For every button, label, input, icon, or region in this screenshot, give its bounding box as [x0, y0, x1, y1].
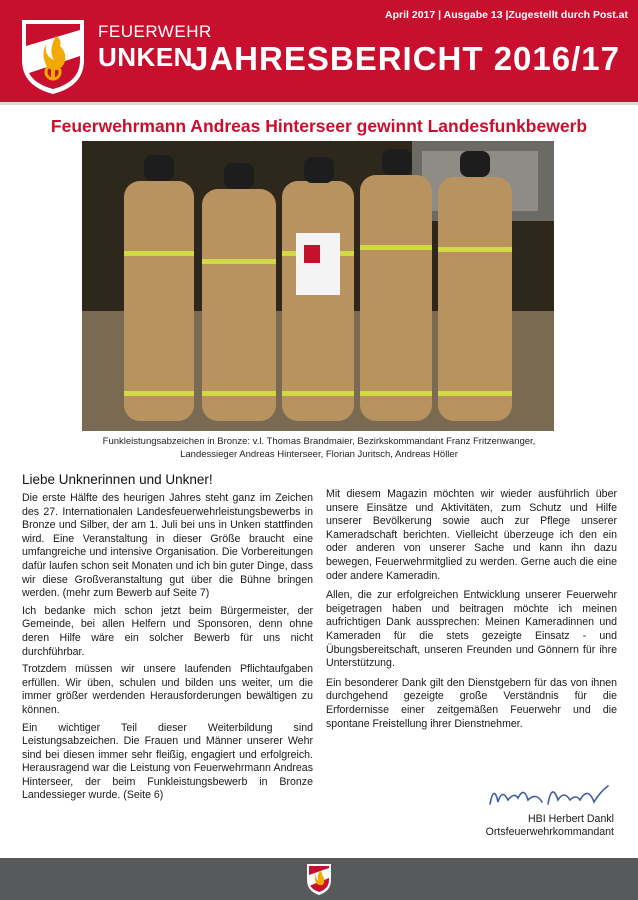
letter-paragraph: Ich bedanke mich schon jetzt beim Bürgermeister, der Gemeinde, bei allen Helfern und Sponsoren, denn ohne deren Hilfe wäre ein solcher Bewerb für uns nicht durchführbar.: [22, 604, 313, 658]
brand-small: FEUERWEHR: [98, 22, 212, 41]
letter-column-right: [326, 488, 617, 737]
caption-line-2: Landessieger Andreas Hinterseer, Florian Juritsch, Andreas Höller: [180, 449, 458, 460]
footer-logo-icon: [305, 862, 333, 896]
brand-big: UNKEN: [98, 42, 193, 72]
fire-brigade-logo-icon: [18, 16, 88, 96]
handwritten-signature: [484, 778, 614, 812]
letter-paragraph: Mit diesem Magazin möchten wir wieder ausführlich über unsere Einsätze und Aktivitäten, zum Schutz und Hilfe unserer Bevölkerung sowie auch zur Pflege unserer Kameradschaft berichten. Vielleicht überzeuge ich den ein oder anderen von unserer Sache und kann ihn dazu bewegen, Feuerwehrmitglied zu werden. Gerne auch die eine oder andere Kameradin.: [326, 488, 617, 582]
photo-caption: [30, 435, 608, 461]
report-title: JAHRESBERICHT 2016/17: [190, 40, 620, 77]
article-headline: Feuerwehrmann Andreas Hinterseer gewinnt Landesfunkbewerb: [50, 116, 588, 136]
letter-paragraph: Allen, die zur erfolgreichen Entwicklung unserer Feuerwehr beigetragen haben und beitragen möchte ich meinen aufrichtigen Dank aussprechen: Meinen Kameradinnen und Kameraden für die stets gezeigte Einsatz - und Übungsbereitschaft, unseren Freunden und Gönnern für ihre Unterstützung.: [326, 589, 617, 670]
letter-paragraph: Trotzdem müssen wir unsere laufenden Pflichtaufgaben erfüllen. Wir üben, schulen und bilden uns weiter, um die immer größer werdenden Herausforderungen bewältigen zu können.: [22, 663, 313, 716]
signature-role: Ortsfeuerwehrkommandant: [485, 826, 614, 838]
firefighter-figures: [124, 175, 512, 421]
letter-column-left: [22, 492, 313, 807]
letter-salutation: Liebe Unknerinnen und Unkner!: [22, 472, 213, 487]
group-photo: [82, 141, 554, 431]
signature-name: HBI Herbert Dankl: [528, 813, 614, 825]
letter-paragraph: Die erste Hälfte des heurigen Jahres steht ganz im Zeichen des 27. Internationalen Landesfeuerwehrleistungsbewerbs in Bronze und Silber, der am 1. Juli bei uns in Unken stattfinden wird. Eine Veranstaltung in dieser Größe braucht eine umfangreiche und intensive Organisation. Die Vorbereitungen dafür laufen schon seit Monaten und ich bin guter Dinge, dass wir diese Großveranstaltung gut über die Bühne bringen werden. (mehr zum Bewerb auf Seite 7): [22, 492, 313, 600]
issue-info: April 2017 | Ausgabe 13 |Zugestellt durch Post.at: [385, 9, 628, 21]
letter-paragraph: Ein wichtiger Teil dieser Weiterbildung sind Leistungsabzeichen. Die Frauen und Männer unserer Wehr sind bei diesen immer sehr fleißig, engagiert und erfolgreich. Herausragend war die Leistung von Feuerwehrmann Andreas Hinterseer, der beim Funkleistungsbewerb in Bronze Landessieger wurde. (Seite 6): [22, 721, 313, 802]
header-divider: [0, 102, 638, 105]
letter-paragraph: Ein besonderer Dank gilt den Dienstgebern für das von ihnen durchgehend gezeigte große Verständnis für die Erfordernisse einer zeitgemäßen Feuerwehr und die spontane Freistellung ihrer Dienstnehmer.: [326, 676, 617, 730]
caption-line-1: Funkleistungsabzeichen in Bronze: v.l. Thomas Brandmaier, Bezirkskommandant Franz Fritzenwanger,: [102, 436, 536, 447]
